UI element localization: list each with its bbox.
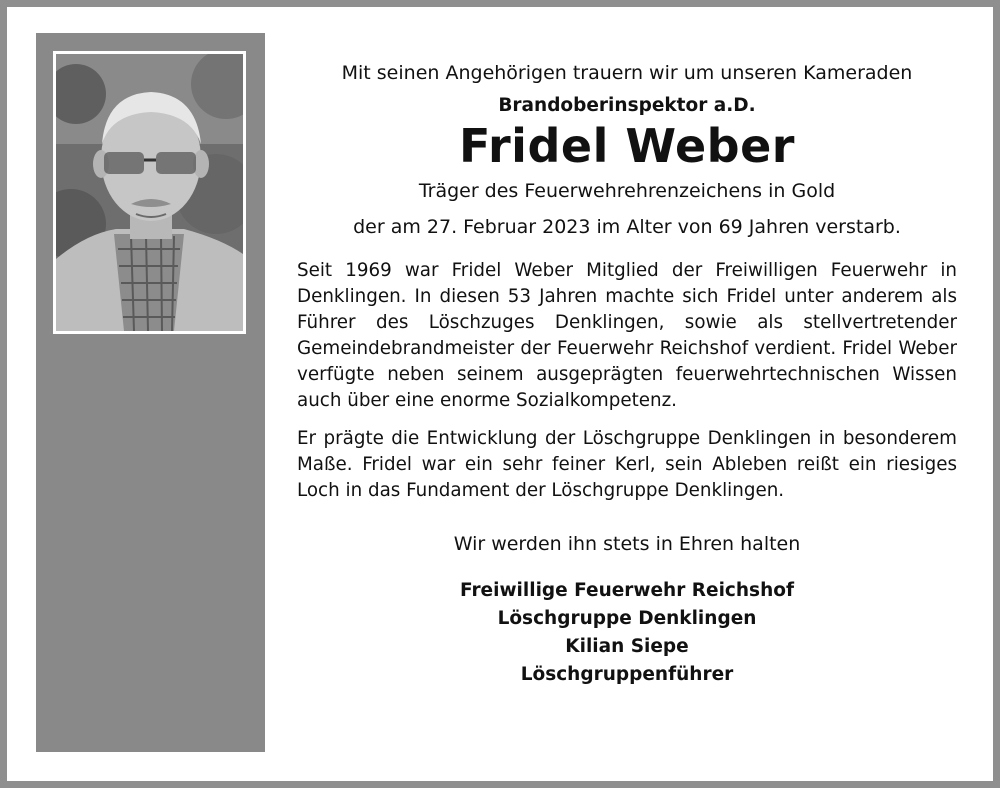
signature-role: Löschgruppenführer	[520, 664, 734, 685]
death-date-line: der am 27. Februar 2023 im Alter von 69 Jahren verstarb.	[353, 216, 901, 238]
tribute-paragraph: Er prägte die Entwicklung der Löschgruppe Denklingen in besonderem Maße. Fridel war ein sehr feiner Kerl, sein Ableben reißt ein riesiges Loch in das Fundament der Löschgruppe Denklingen.	[297, 428, 957, 501]
rank-title: Brandoberinspektor a.D.	[498, 95, 756, 116]
biography-paragraph: Seit 1969 war Fridel Weber Mitglied der Freiwilligen Feuerwehr in Denklingen. In diesen 53 Jahren machte sich Fridel unter anderem als Führer des Löschzuges Denklingen, sowie als stellvertretender Gemeindebrandmeister der Feuerwehr Reichshof verdient. Fridel Weber verfügte neben seinem ausgeprägten feuerwehrtechnischen Wissen auch über eine enorme Sozialkompetenz.	[297, 260, 957, 411]
obituary-text	[297, 56, 957, 689]
closing-line: Wir werden ihn stets in Ehren halten	[453, 533, 801, 555]
signature-person: Kilian Siepe	[565, 636, 689, 657]
honor-line: Träger des Feuerwehrehrenzeichens in Gold	[418, 180, 836, 202]
signature-organization: Freiwillige Feuerwehr Reichshof	[459, 580, 794, 601]
portrait-photo	[53, 51, 246, 334]
signature-unit: Löschgruppe Denklingen	[497, 608, 757, 629]
deceased-name: Fridel Weber	[459, 119, 795, 173]
intro-line: Mit seinen Angehörigen trauern wir um unseren Kameraden	[341, 62, 913, 84]
signature-block	[297, 577, 957, 689]
